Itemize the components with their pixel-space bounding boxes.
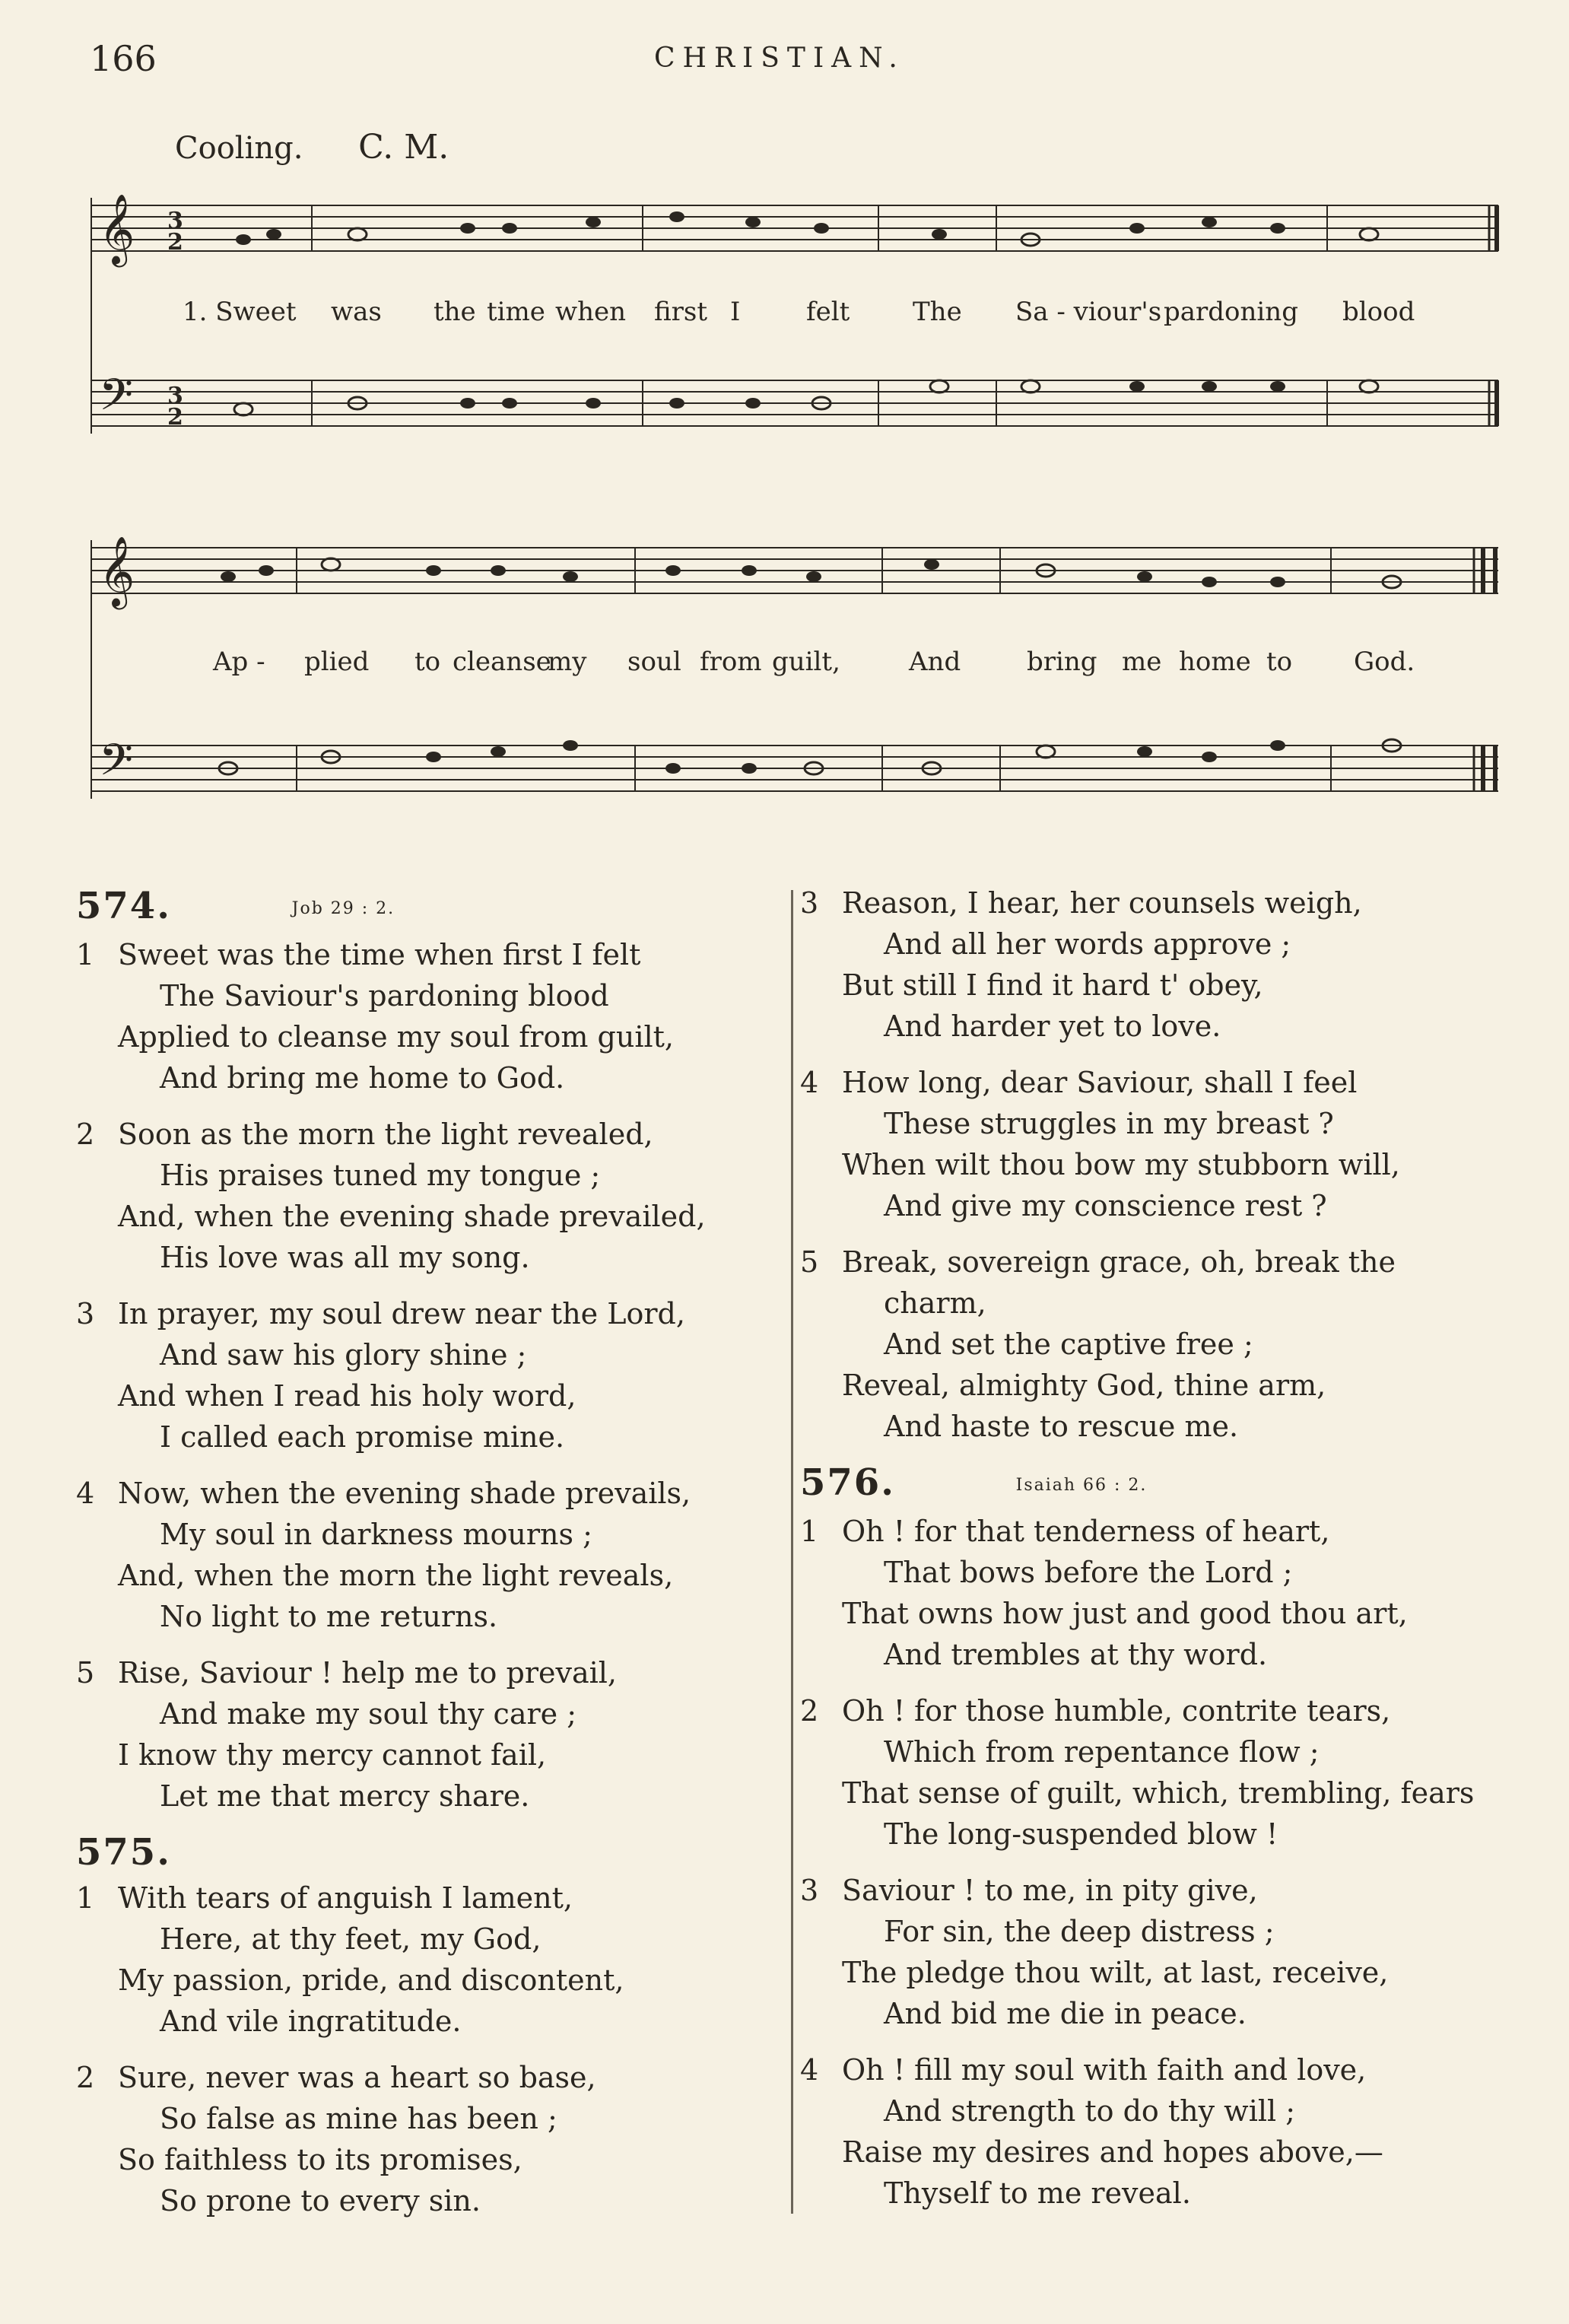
verse-line: Oh ! for that tenderness of heart, (842, 1514, 1330, 1548)
stanza-number: 2 (76, 1117, 95, 1151)
tune-meter: C. M. (358, 128, 449, 167)
lyric-word: cleanse (453, 647, 551, 677)
verse-line: And when I read his holy word, (118, 1378, 576, 1413)
svg-text:3: 3 (167, 208, 183, 234)
stanza-number: 2 (800, 1693, 819, 1728)
music-system-2 (84, 517, 1506, 822)
lyric-word: time (487, 297, 545, 327)
svg-text:3: 3 (167, 383, 183, 409)
stanza (76, 1114, 783, 1278)
stanza-number: 1 (76, 1881, 95, 1915)
svg-text:𝄞: 𝄞 (99, 193, 135, 264)
svg-text:𝄢: 𝄢 (99, 734, 134, 796)
hymn-number-576 (800, 1462, 1507, 1506)
music-system-1 (84, 175, 1506, 479)
verse-line: So false as mine has been ; (160, 2101, 557, 2135)
hymn-number-575 (76, 1832, 783, 1873)
lyric-word: the (434, 297, 476, 327)
verse-line: And bring me home to God. (160, 1060, 565, 1095)
verse-line: Now, when the evening shade prevails, (118, 1476, 691, 1510)
hymn-column-right (800, 875, 1507, 2229)
stanza (76, 1293, 783, 1458)
verse-line: That owns how just and good thou art, (842, 1596, 1408, 1630)
verse-line: When wilt thou bow my stubborn will, (842, 1148, 1400, 1181)
stanza-number: 5 (76, 1655, 95, 1690)
verse-line: The Saviour's pardoning blood (160, 978, 609, 1013)
lyric-word: me (1122, 647, 1162, 677)
staff-system-1-notation (84, 175, 1506, 479)
stanza (800, 1062, 1507, 1226)
verse-line: That bows before the Lord ; (884, 1555, 1293, 1589)
verse-line: And give my conscience rest ? (884, 1189, 1327, 1222)
lyric-word: 1. Sweet (183, 297, 297, 327)
verse-line: The pledge thou wilt, at last, receive, (842, 1955, 1389, 1989)
stanza-number: 4 (800, 2052, 819, 2087)
stanza-number: 3 (800, 886, 819, 920)
lyric-word: from (700, 647, 762, 677)
stanza (800, 1241, 1507, 1447)
lyric-word: home (1179, 647, 1251, 677)
hymn-number-label: 574. (76, 885, 171, 927)
verse-line: And make my soul thy care ; (160, 1696, 577, 1731)
lyric-word: plied (304, 647, 370, 677)
stanza-number: 2 (76, 2060, 95, 2094)
verse-line: Which from repentance flow ; (884, 1734, 1320, 1769)
verse-line: Soon as the morn the light revealed, (118, 1117, 653, 1151)
hymn-column-left (76, 875, 783, 2237)
lyric-word: guilt, (772, 647, 840, 677)
stanza (76, 1652, 783, 1817)
stanza-number: 4 (800, 1066, 819, 1099)
hymn-number-label: 575. (76, 1830, 171, 1874)
verse-line: His love was all my song. (160, 1240, 530, 1274)
stanza-number: 4 (76, 1476, 95, 1510)
verse-line: His praises tuned my tongue ; (160, 1158, 601, 1192)
svg-text:𝄢: 𝄢 (99, 369, 134, 431)
lyric-word: I (730, 297, 741, 327)
stanza (76, 1877, 783, 2042)
verse-line: I know thy mercy cannot fail, (118, 1737, 547, 1772)
stanza (800, 2049, 1507, 2214)
page-number: 166 (90, 38, 157, 79)
verse-line: Raise my desires and hopes above,— (842, 2135, 1383, 2169)
stanza (800, 1690, 1507, 1855)
lyric-word: God. (1354, 647, 1415, 677)
verse-line: And all her words approve ; (884, 927, 1291, 961)
verse-line: So prone to every sin. (160, 2183, 481, 2217)
verse-line: And haste to rescue me. (884, 1410, 1239, 1443)
tune-heading (175, 128, 449, 167)
lyric-word: Sa - viour's (1015, 297, 1162, 327)
stanza (800, 1870, 1507, 2034)
verse-line: So faithless to its promises, (118, 2142, 522, 2176)
lyric-word: was (331, 297, 382, 327)
lyric-word: pardoning (1164, 297, 1298, 327)
verse-line: How long, dear Saviour, shall I feel (842, 1066, 1358, 1099)
lyric-word: blood (1342, 297, 1415, 327)
verse-line: charm, (884, 1286, 986, 1320)
lyric-word: when (555, 297, 627, 327)
scripture-reference: Job 29 : 2. (291, 898, 395, 918)
verse-line: And vile ingratitude. (160, 2004, 462, 2038)
tune-name: Cooling. (175, 131, 303, 166)
verse-line: Oh ! for those humble, contrite tears, (842, 1693, 1391, 1728)
verse-line: Applied to cleanse my soul from guilt, (118, 1019, 674, 1054)
lyric-word: felt (806, 297, 850, 327)
verse-line: And harder yet to love. (884, 1009, 1221, 1043)
verse-line: My soul in darkness mourns ; (160, 1517, 592, 1551)
verse-line: And set the captive free ; (884, 1327, 1253, 1361)
verse-line: And bid me die in peace. (884, 1996, 1247, 2030)
verse-line: And strength to do thy will ; (884, 2094, 1296, 2128)
verse-line: I called each promise mine. (160, 1420, 565, 1454)
verse-line: Saviour ! to me, in pity give, (842, 1873, 1258, 1907)
verse-line: And, when the evening shade prevailed, (118, 1199, 706, 1233)
verse-line: But still I find it hard t' obey, (842, 968, 1263, 1002)
verse-line: And trembles at thy word. (884, 1637, 1268, 1671)
verse-line: And saw his glory shine ; (160, 1337, 527, 1372)
running-title: CHRISTIAN. (654, 43, 905, 74)
column-divider (791, 890, 793, 2214)
hymn-number-574 (76, 885, 783, 930)
verse-line: In prayer, my soul drew near the Lord, (118, 1296, 685, 1330)
verse-line: These struggles in my breast ? (884, 1107, 1334, 1140)
stanza-number: 1 (76, 937, 95, 971)
verse-line: With tears of anguish I lament, (118, 1881, 573, 1915)
lyric-word: first (654, 297, 708, 327)
verse-line: Sure, never was a heart so base, (118, 2060, 596, 2094)
svg-text:2: 2 (167, 404, 183, 431)
stanza (800, 1511, 1507, 1675)
verse-line: The long-suspended blow ! (884, 1817, 1278, 1851)
verse-line: Break, sovereign grace, oh, break the (842, 1245, 1396, 1279)
stanza (800, 882, 1507, 1047)
verse-line: Reveal, almighty God, thine arm, (842, 1369, 1326, 1402)
svg-text:𝄞: 𝄞 (99, 536, 135, 606)
verse-line: Rise, Saviour ! help me to prevail, (118, 1655, 618, 1690)
verse-line: Oh ! fill my soul with faith and love, (842, 2052, 1367, 2087)
verse-line: And, when the morn the light reveals, (118, 1558, 674, 1592)
verse-line: Let me that mercy share. (160, 1779, 530, 1813)
stanza-number: 1 (800, 1514, 819, 1548)
stanza (76, 2057, 783, 2221)
stanza-number: 5 (800, 1245, 819, 1279)
lyric-word: bring (1027, 647, 1097, 677)
lyric-word: soul (627, 647, 681, 677)
scripture-reference: Isaiah 66 : 2. (1015, 1475, 1148, 1495)
stanza-number: 3 (800, 1873, 819, 1907)
verse-line: That sense of guilt, which, trembling, fears (842, 1776, 1475, 1810)
stanza-number: 3 (76, 1296, 95, 1330)
verse-line: Reason, I hear, her counsels weigh, (842, 886, 1362, 920)
lyric-word: Ap - (213, 647, 265, 677)
stanza (76, 934, 783, 1098)
lyric-word: to (414, 647, 441, 677)
verse-line: Sweet was the time when first I felt (118, 937, 641, 971)
verse-line: My passion, pride, and discontent, (118, 1963, 624, 1997)
verse-line: Here, at thy feet, my God, (160, 1922, 542, 1956)
verse-line: Thyself to me reveal. (884, 2176, 1191, 2210)
verse-line: No light to me returns. (160, 1599, 498, 1633)
hymn-number-label: 576. (800, 1461, 895, 1504)
stanza (76, 1473, 783, 1637)
lyric-word: The (913, 297, 962, 327)
lyric-word: to (1266, 647, 1293, 677)
verse-line: For sin, the deep distress ; (884, 1914, 1275, 1948)
svg-text:2: 2 (167, 229, 183, 256)
lyric-word: And (909, 647, 961, 677)
lyric-word: my (548, 647, 587, 677)
